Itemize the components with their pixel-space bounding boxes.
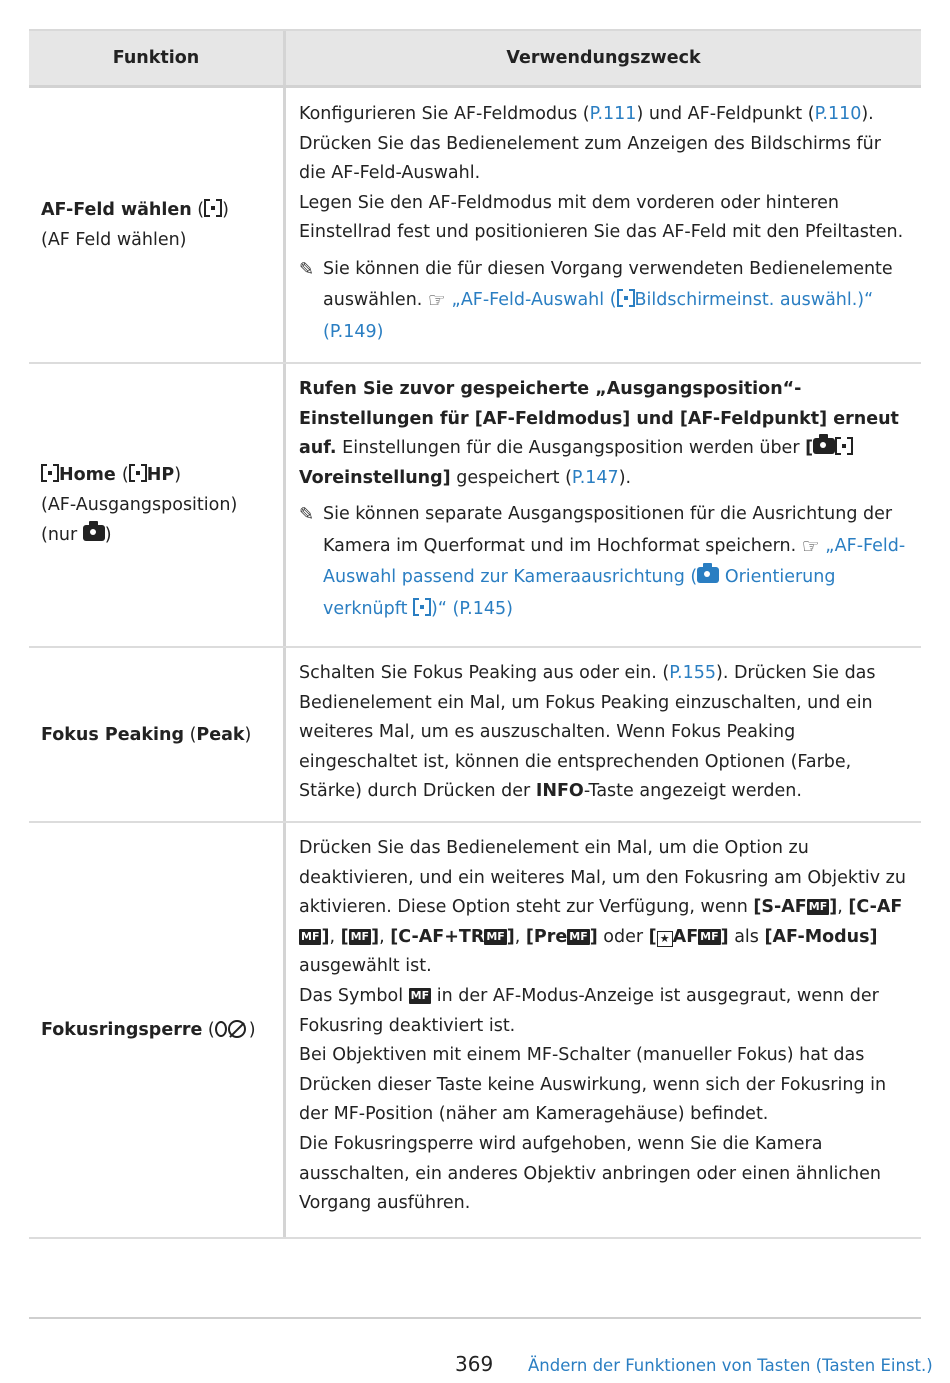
function-name: Fokusringsperre (41, 1020, 203, 1040)
description-cell: Konfigurieren Sie AF-Feldmodus (P.111) und AF-Feldpunkt (P.110). Drücken Sie das Bedienelement zum Anzeigen des Bildschirms für die AF-Feld-Auswahl. Legen Sie den AF-Feldmodus mit dem vorderen oder hinteren Einstellrad fest und positionieren Sie das AF-Feld mit den Pfeiltasten. ✎ Sie können die für diesen Vorgang verwendeten Bedienelemente auswählen. ☞ „AF-Feld-Auswahl ( Bildschirmeinst. auswähl.)“ (P.149) (286, 88, 921, 362)
camera-icon (813, 438, 835, 454)
table-row (29, 823, 921, 1239)
table-row (29, 88, 921, 364)
focus-ring-lock-icon (215, 1020, 249, 1038)
star-icon: ★ (657, 931, 673, 947)
description-cell: Drücken Sie das Bedienelement ein Mal, um die Option zu deaktivieren, und ein weiteres Mal, um den Fokusring am Objektiv zu aktivieren. Diese Option steht zur Verfügung, wenn [S-AF MF ], [C-AFMF ], [ MF ], [C-AF+TR MF ], [Pre MF ] oder [ ★ AF MF ] als [AF-Modus] ausgewählt ist. Das Symbol MF in der AF-Modus-Anzeige ist ausgegraut, wenn der Fokusring deaktiviert ist. Bei Objektiven mit einem MF-Schalter (manueller Fokus) hat das Drücken dieser Taste keine Auswirkung, wenn sich der Fokusring in der MF-Position (näher am Kameragehäuse) befindet. Die Fokusringsperre wird aufgehoben, wenn Sie die Kamera ausschalten, ein anderes Objektiv anbringen oder einen ähnlichen Vorgang ausführen. (299, 838, 906, 1214)
table-row (29, 648, 921, 823)
section-link[interactable]: Ändern der Funktionen von Tasten (Tasten Einst.) (528, 1356, 933, 1375)
header-funktion: Funktion (29, 31, 286, 85)
description-cell: Rufen Sie zuvor gespeicherte „Ausgangsposition“-Einstellungen für [AF-Feldmodus] und [AF-Feldpunkt] erneut auf. Einstellungen für die Ausgangsposition werden über [ Voreinstellung] gespeichert (P.147). ✎ Sie können separate Ausgangspositionen für die Ausrichtung der Kamera im Querformat und im Hochformat speichern. ☞ „AF-Feld-Auswahl passend zur Kameraausrichtung ( Orientierung verknüpft )“ (P.145) (286, 364, 921, 646)
table-header (29, 29, 921, 88)
page-link[interactable]: P.110 (814, 104, 862, 124)
af-area-icon (204, 199, 222, 217)
reference-link[interactable]: „AF-Feld-Auswahl passend zur Kameraausrichtung ( Orientierung verknüpft )“ (P.145) (323, 535, 906, 619)
reference-link[interactable]: „AF-Feld-Auswahl ( Bildschirmeinst. auswähl.)“ (P.149) (323, 290, 874, 342)
tip-icon: ✎ (299, 504, 315, 526)
function-cell: Fokusringsperre ( ) (29, 823, 286, 1237)
mf-icon: MF (350, 929, 370, 943)
camera-icon (697, 567, 719, 583)
function-subname: (AF-Ausgangsposition) (41, 495, 238, 515)
function-cell: Fokus Peaking (Peak) (29, 648, 286, 821)
mf-icon: MF (808, 900, 828, 914)
header-verwendungszweck: Verwendungszweck (506, 48, 701, 68)
function-cell: AF-Feld wählen ( ) (AF Feld wählen) (29, 88, 286, 362)
reference-hand-icon: ☞ (801, 533, 820, 558)
reference-hand-icon: ☞ (427, 288, 446, 313)
function-table (29, 29, 921, 1239)
page-link[interactable]: P.155 (669, 663, 716, 683)
camera-icon (83, 525, 105, 541)
af-area-icon (617, 289, 635, 307)
mf-icon: MF (486, 929, 505, 943)
af-area-icon (413, 598, 431, 616)
mf-icon: MF (569, 929, 588, 943)
mf-icon: MF (410, 988, 430, 1002)
af-area-icon (835, 437, 853, 455)
table-row (29, 364, 921, 648)
tip-note: ✎ Sie können die für diesen Vorgang verwendeten Bedienelemente auswählen. ☞ „AF-Feld-Auswahl ( Bildschirmeinst. auswähl.)“ (P.149) (299, 254, 911, 349)
footer-divider (29, 1317, 921, 1319)
function-name: AF-Feld wählen (41, 200, 192, 220)
mf-icon: MF (301, 929, 320, 943)
af-area-icon (129, 464, 147, 482)
page-number: 369 (455, 1352, 494, 1376)
af-area-icon (41, 464, 59, 482)
page-link[interactable]: P.111 (589, 104, 637, 124)
mf-icon: MF (700, 929, 719, 943)
page-link[interactable]: P.147 (571, 467, 619, 488)
function-cell: Home ( HP) (AF-Ausgangsposition) (nur ) (29, 364, 286, 646)
function-subname: (AF Feld wählen) (41, 230, 187, 250)
function-name: Home (59, 465, 116, 485)
function-name: Fokus Peaking (41, 724, 184, 745)
description-cell: Schalten Sie Fokus Peaking aus oder ein. (P.155). Drücken Sie das Bedienelement ein Mal, um Fokus Peaking einzuschalten, und ein weiteres Mal, um es auszuschalten. Wenn Fokus Peaking eingeschaltet ist, können die entsprechenden Optionen (Farbe, Stärke) durch Drücken der INFO-Taste angezeigt werden. (299, 663, 876, 802)
tip-icon: ✎ (299, 258, 315, 280)
tip-note: ✎ Sie können separate Ausgangspositionen für die Ausrichtung der Kamera im Querformat und im Hochformat speichern. ☞ „AF-Feld-Auswahl passend zur Kameraausrichtung ( Orientierung verknüpft )“ (P.145) (299, 499, 911, 625)
